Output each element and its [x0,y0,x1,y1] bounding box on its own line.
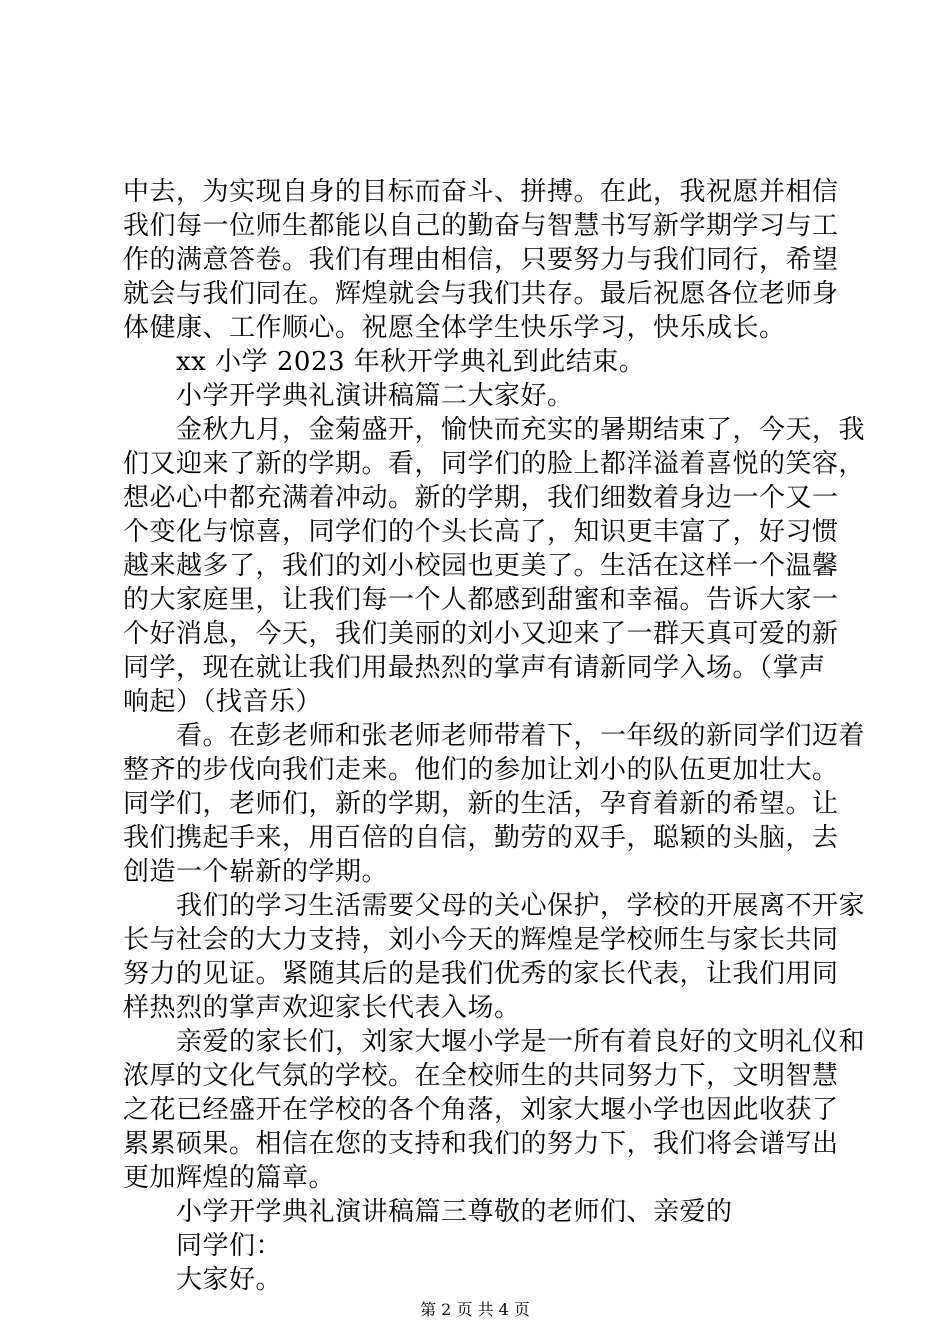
text-line: 创造一个崭新的学期。 [123,857,389,887]
text-line: 长与社会的大力支持，刘小今天的辉煌是学校师生与家长共同 [123,925,839,955]
text-line: 想必心中都充满着冲动。新的学期，我们细数着身边一个又一 [123,483,839,513]
text-line: 样热烈的掌声欢迎家长代表入场。 [123,993,521,1023]
text-line: 努力的见证。紧随其后的是我们优秀的家长代表，让我们用同 [123,959,839,989]
text-line: 同学们： [176,1231,283,1261]
text-line: 响起）（找音乐） [123,687,323,717]
section-heading: 小学开学典礼演讲稿篇二大家好。 [176,381,574,411]
text-line: 们又迎来了新的学期。看，同学们的脸上都洋溢着喜悦的笑容， [123,449,866,479]
text-line: 个变化与惊喜，同学们的个头长高了，知识更丰富了，好习惯 [123,517,839,547]
text-line: 之花已经盛开在学校的各个角落，刘家大堰小学也因此收获了 [123,1095,839,1125]
text-line: 金秋九月，金菊盛开，愉快而充实的暑期结束了，今天，我 [176,415,866,445]
text-line: 看。在彭老师和张老师老师带着下，一年级的新同学们迈着 [176,721,866,751]
text-line: 作的满意答卷。我们有理由相信，只要努力与我们同行，希望 [123,245,839,275]
text-line: 个好消息，今天，我们美丽的刘小又迎来了一群天真可爱的新 [123,619,839,649]
text-line: 就会与我们同在。辉煌就会与我们共存。最后祝愿各位老师身 [123,279,839,309]
page-number-footer: 第 2 页 共 4 页 [420,1300,530,1319]
text-line: 我们携起手来，用百倍的自信，勤劳的双手，聪颖的头脑，去 [123,823,839,853]
text-line: 亲爱的家长们，刘家大堰小学是一所有着良好的文明礼仪和 [176,1027,866,1057]
text-line: xx 小学 2023 年秋开学典礼到此结束。 [176,347,646,377]
text-line: 更加辉煌的篇章。 [123,1163,336,1193]
text-line: 越来越多了，我们的刘小校园也更美了。生活在这样一个温馨 [123,551,839,581]
text-line: 同学们，老师们，新的学期，新的生活，孕育着新的希望。让 [123,789,839,819]
section-heading: 小学开学典礼演讲稿篇三尊敬的老师们、亲爱的 [176,1197,733,1227]
text-line: 累累硕果。相信在您的支持和我们的努力下，我们将会谱写出 [123,1129,839,1159]
text-line: 我们的学习生活需要父母的关心保护，学校的开展离不开家 [176,891,866,921]
text-line: 浓厚的文化气氛的学校。在全校师生的共同努力下，文明智慧 [123,1061,839,1091]
text-line: 中去，为实现自身的目标而奋斗、拼搏。在此，我祝愿并相信 [123,177,839,207]
text-line: 大家好。 [176,1265,283,1295]
text-line: 体健康、工作顺心。祝愿全体学生快乐学习，快乐成长。 [123,313,786,343]
text-line: 同学，现在就让我们用最热烈的掌声有请新同学入场。（掌声 [123,653,826,683]
text-line: 我们每一位师生都能以自己的勤奋与智慧书写新学期学习与工 [123,211,839,241]
text-line: 的大家庭里，让我们每一个人都感到甜蜜和幸福。告诉大家一 [123,585,839,615]
text-line: 整齐的步伐向我们走来。他们的参加让刘小的队伍更加壮大。 [123,755,839,785]
